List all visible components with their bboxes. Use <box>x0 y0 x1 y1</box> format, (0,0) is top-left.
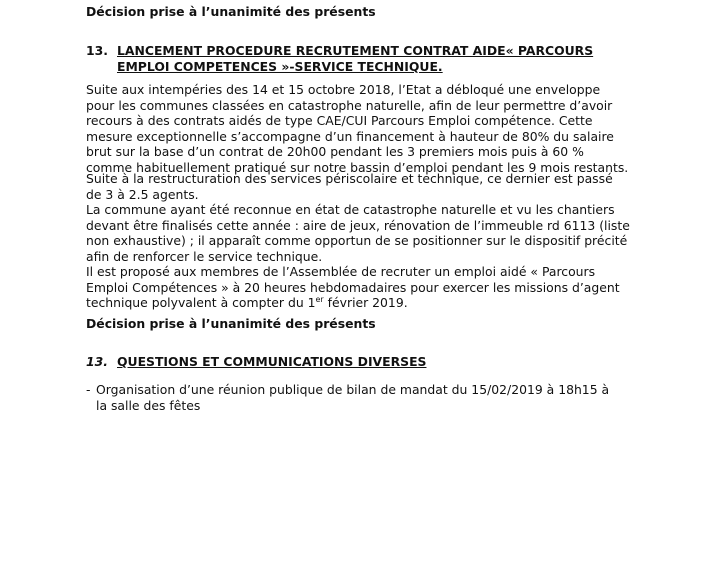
proposal-date-text: février 2019. <box>323 295 408 310</box>
section-title: LANCEMENT PROCEDURE RECRUTEMENT CONTRAT AIDE« PARCOURS EMPLOI COMPETENCES »-SERVICE TECHNIQUE. <box>117 43 594 74</box>
paragraph-proposal <box>86 264 631 311</box>
bullet-dash: - <box>86 382 91 397</box>
decision-statement-top: Décision prise à l’unanimité des présents <box>86 4 376 19</box>
list-item-text: Organisation d’une réunion publique de bilan de mandat du 15/02/2019 à 18h15 à la salle des fêtes <box>96 382 610 413</box>
paragraph-text <box>86 264 631 311</box>
paragraph-text: Suite à la restructuration des services périscolaire et technique, ce dernier est passé de 3 à 2.5 agents. <box>86 171 613 202</box>
paragraph-text: La commune ayant été reconnue en état de catastrophe naturelle et vu les chantiers devant être finalisés cette année : aire de jeux, rénovation de l’immeuble rd 6113 (liste non exhaustive) ; il apparaît comme opportun de se positionner sur le dispositif précité afin de renforcer le service technique. <box>86 202 630 264</box>
section-number: 13. <box>86 354 108 369</box>
paragraph-text: Suite aux intempéries des 14 et 15 octobre 2018, l’Etat a débloqué une enveloppe pour les communes classées en catastrophe naturelle, afin de leur permettre d’avoir recours à des contrats aidés de type CAE/CUI Parcours Emploi compétence. Cette mesure exceptionnelle s’accompagne d’un financement à hauteur de 80% du salaire brut sur la base d’un contrat de 20h00 pendant les 3 premiers mois puis à 60 % comme habituellement pratiqué sur notre bassin d’emploi pendant les 9 mois restants. <box>86 82 629 175</box>
list-item <box>86 382 631 414</box>
section-heading-questions <box>86 354 646 370</box>
section-heading-recruitment <box>86 43 646 75</box>
paragraph-funding <box>86 82 631 175</box>
ordinal-suffix: er <box>315 294 324 304</box>
proposal-text: Il est proposé aux membres de l’Assemblée de recruter un emploi aidé « Parcours Emploi Compétences » à 20 heures hebdomadaires pour exercer les missions d’agent technique polyvalent à compter du 1 <box>86 264 620 310</box>
section-number: 13. <box>86 43 108 58</box>
paragraph-restructuring <box>86 171 631 264</box>
section-title: QUESTIONS ET COMMUNICATIONS DIVERSES <box>117 354 427 369</box>
decision-statement-mid: Décision prise à l’unanimité des présents <box>86 316 376 331</box>
